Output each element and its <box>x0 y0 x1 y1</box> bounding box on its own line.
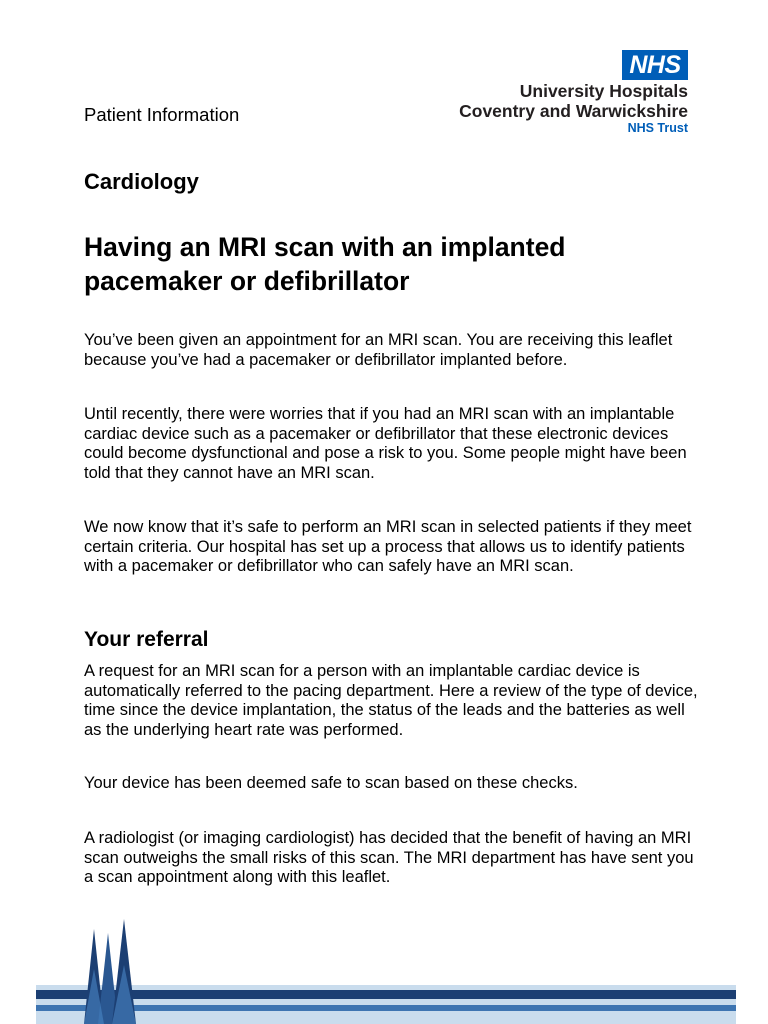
footer-decoration <box>0 905 768 1024</box>
department-heading: Cardiology <box>84 169 199 194</box>
referral-paragraph-1: A request for an MRI scan for a person with an implantable cardiac device is automatically referred to the pacing department. Here a review of the type of device, time since the device implantation, the status of the leads and the batteries as well as the underlying heart rate was performed. <box>84 662 698 739</box>
referral-paragraph-3: A radiologist (or imaging cardiologist) has decided that the benefit of having an MRI scan outweighs the small risks of this scan. The MRI department has have sent you a scan appointment along with this leaflet. <box>84 829 694 887</box>
footer-mid-band <box>36 1005 736 1011</box>
page-title: Having an MRI scan with an implanted pacemaker or defibrillator <box>84 232 566 296</box>
org-name-line2: Coventry and Warwickshire <box>459 101 688 121</box>
referral-heading: Your referral <box>84 628 209 651</box>
org-name-line3: NHS Trust <box>627 121 688 135</box>
patient-information-label: Patient Information <box>84 104 240 125</box>
intro-paragraph-1: You’ve been given an appointment for an MRI scan. You are receiving this leaflet because you’ve had a pacemaker or defibrillator implanted before. <box>84 331 673 369</box>
nhs-trust-logo <box>430 50 688 136</box>
intro-paragraph-2: Until recently, there were worries that if you had an MRI scan with an implantable cardiac device such as a pacemaker or defibrillator that these electronic devices could become dysfunctional and pose a risk to you. Some people might have been told that they cannot have an MRI scan. <box>84 405 687 482</box>
footer-navy-band <box>36 990 736 999</box>
org-name-line1: University Hospitals <box>519 81 688 101</box>
intro-paragraph-3: We now know that it’s safe to perform an MRI scan in selected patients if they meet certain criteria. Our hospital has set up a process that allows us to identify patients with a pacemaker or defibrillator who can safely have an MRI scan. <box>84 518 692 576</box>
referral-paragraph-2: Your device has been deemed safe to scan based on these checks. <box>84 774 578 792</box>
nhs-logo-badge: NHS <box>622 50 688 80</box>
